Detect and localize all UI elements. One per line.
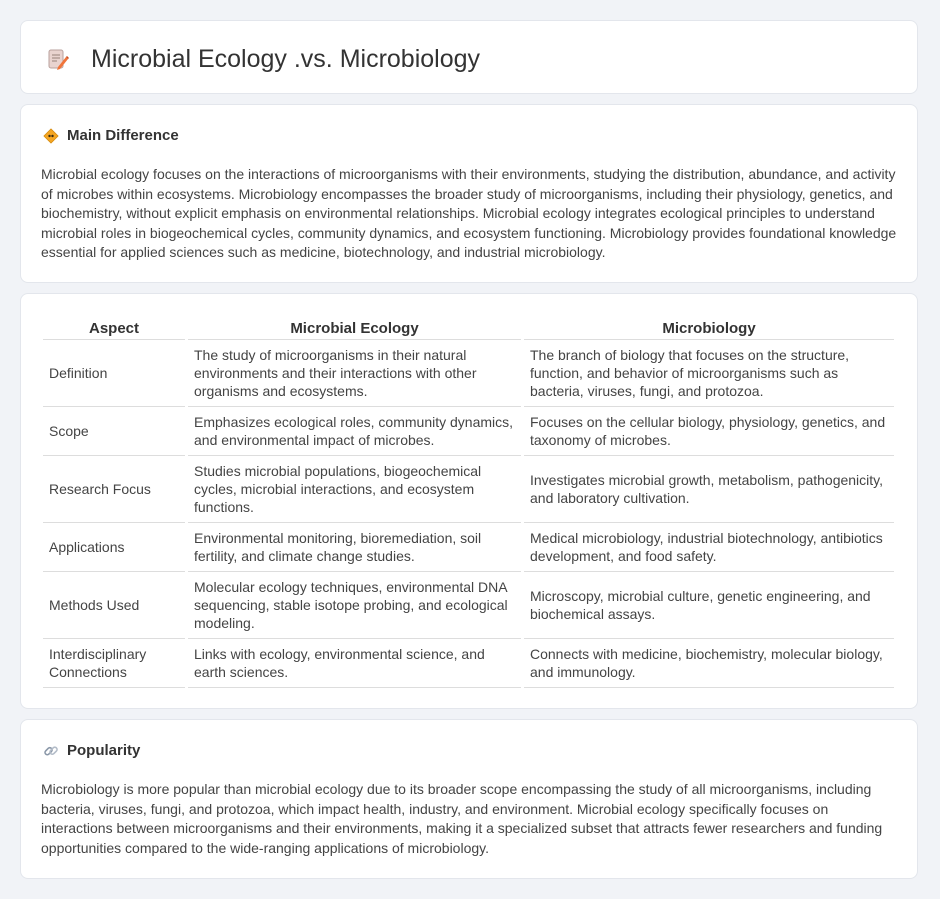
main-difference-card bbox=[20, 104, 918, 283]
header-microbiology: Microbiology bbox=[523, 316, 896, 340]
row-microbiology: Focuses on the cellular biology, physiology, genetics, and taxonomy of microbes. bbox=[523, 407, 896, 456]
main-difference-text: Microbial ecology focuses on the interactions of microorganisms with their environments, studying the distribution, abundance, and activity of microbes within ecosystems. Microbiology encompasses the broader study of microorganisms, including their physiology, genetics, and biochemistry, without explicit emphasis on environmental relationships. Microbial ecology integrates ecological principles to understand microbial roles in biogeochemical cycles, community dynamics, and ecosystem functioning. Microbiology provides foundational knowledge essential for applied sciences such as medicine, biotechnology, and industrial microbiology. bbox=[41, 166, 897, 260]
row-aspect: Scope bbox=[43, 407, 187, 456]
table-row bbox=[43, 572, 896, 639]
row-microbiology: Investigates microbial growth, metabolism, pathogenicity, and laboratory cultivation. bbox=[523, 456, 896, 523]
table-row bbox=[43, 639, 896, 688]
popularity-title: Popularity bbox=[67, 742, 141, 759]
link-icon bbox=[43, 743, 59, 759]
comparison-table bbox=[43, 316, 897, 688]
row-ecology: Environmental monitoring, bioremediation, soil fertility, and climate change studies. bbox=[187, 523, 523, 572]
row-microbiology: Connects with medicine, biochemistry, molecular biology, and immunology. bbox=[523, 639, 896, 688]
row-aspect: Definition bbox=[43, 340, 187, 407]
row-microbiology: The branch of biology that focuses on the structure, function, and behavior of microorganisms such as bacteria, viruses, fungi, and protozoa. bbox=[523, 340, 896, 407]
row-aspect: Applications bbox=[43, 523, 187, 572]
table-row bbox=[43, 456, 896, 523]
main-difference-heading bbox=[43, 127, 179, 144]
comparison-card bbox=[20, 293, 918, 709]
popularity-text: Microbiology is more popular than microbial ecology due to its broader scope encompassing the study of all microorganisms, including bacteria, viruses, fungi, and protozoa, which impact health, industry, and environment. Microbial ecology specifically focuses on interactions between microorganisms and their environments, making it a specialized subset that attracts fewer researchers and funding opportunities compared to the wide-ranging applications of microbiology. bbox=[41, 781, 883, 856]
row-microbiology: Microscopy, microbial culture, genetic engineering, and biochemical assays. bbox=[523, 572, 896, 639]
document-pencil-icon bbox=[47, 48, 69, 72]
row-aspect: Research Focus bbox=[43, 456, 187, 523]
popularity-card bbox=[20, 719, 918, 879]
row-ecology: Studies microbial populations, biogeochemical cycles, microbial interactions, and ecosystem functions. bbox=[187, 456, 523, 523]
main-difference-title: Main Difference bbox=[67, 127, 179, 144]
row-microbiology: Medical microbiology, industrial biotechnology, antibiotics development, and food safety. bbox=[523, 523, 896, 572]
table-row bbox=[43, 340, 896, 407]
diamond-sign-icon bbox=[43, 128, 59, 144]
table-row bbox=[43, 407, 896, 456]
row-ecology: Molecular ecology techniques, environmental DNA sequencing, stable isotope probing, and ecological modeling. bbox=[187, 572, 523, 639]
page-title: Microbial Ecology .vs. Microbiology bbox=[91, 45, 481, 73]
row-ecology: Links with ecology, environmental science, and earth sciences. bbox=[187, 639, 523, 688]
row-ecology: The study of microorganisms in their natural environments and their interactions with other organisms and ecosystems. bbox=[187, 340, 523, 407]
table-row bbox=[43, 523, 896, 572]
row-aspect: Methods Used bbox=[43, 572, 187, 639]
row-aspect: Interdisciplinary Connections bbox=[43, 639, 187, 688]
row-ecology: Emphasizes ecological roles, community dynamics, and environmental impact of microbes. bbox=[187, 407, 523, 456]
popularity-heading bbox=[43, 742, 140, 759]
header-card bbox=[20, 20, 918, 94]
table-header-row bbox=[43, 316, 896, 340]
header-microbial-ecology: Microbial Ecology bbox=[187, 316, 523, 340]
header-aspect: Aspect bbox=[43, 316, 187, 340]
